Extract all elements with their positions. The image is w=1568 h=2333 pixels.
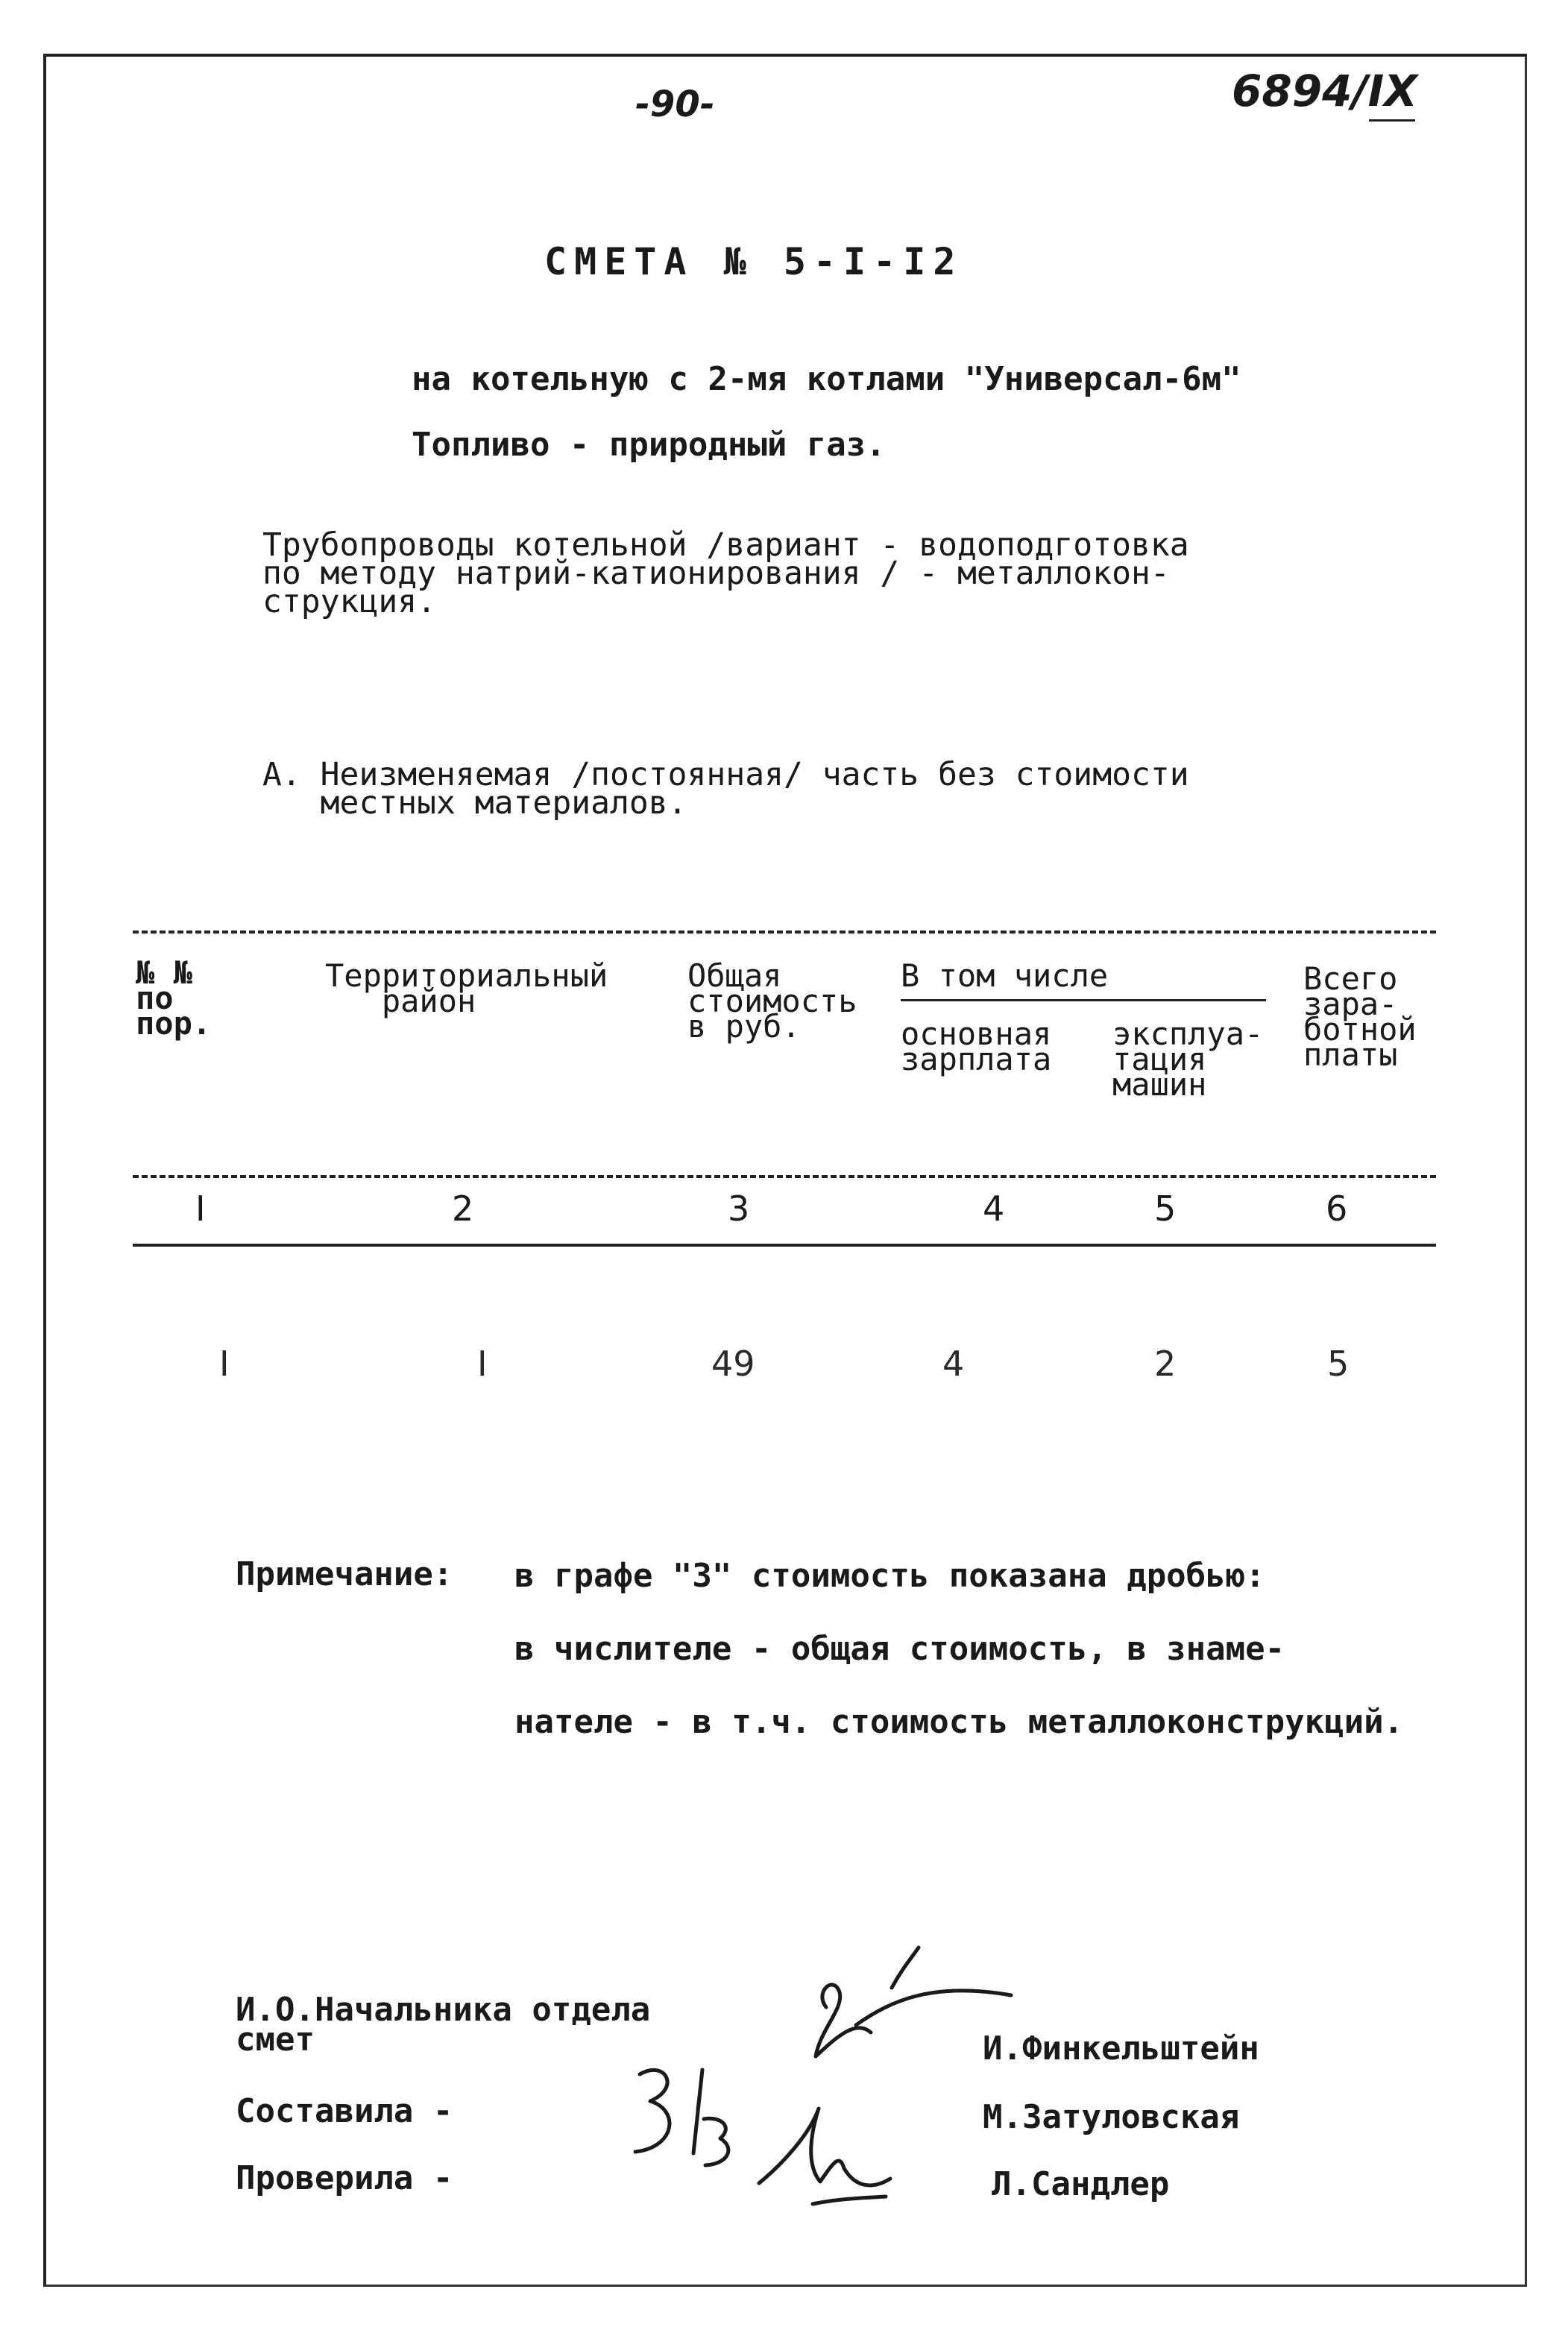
signatory-name-checked: Л.Сандлер: [992, 2165, 1170, 2203]
signatory-role-checked: Проверила -: [236, 2159, 453, 2197]
signature-head: [816, 1948, 1011, 2056]
cell-machine-operation: 2: [1154, 1344, 1177, 1384]
column-number-6: 6: [1326, 1188, 1348, 1229]
estimate-title: СМЕТА № 5-I-I2: [544, 240, 963, 283]
section-heading: А. Неизменяемая /постоянная/ часть без стоимости местных материалов.: [262, 756, 1189, 822]
cell-total-cost: 49: [711, 1344, 755, 1384]
column-number-2: 2: [452, 1188, 474, 1229]
header-total-wages: Всего зара- ботной платы: [1303, 960, 1417, 1073]
column-number-5: 5: [1154, 1188, 1177, 1229]
column-number-3: 3: [728, 1188, 750, 1229]
page-number: -90-: [635, 84, 715, 125]
header-territorial-district: Территориальный район: [325, 957, 608, 1019]
notes-label: Примечание:: [236, 1555, 453, 1593]
signatory-role-head: И.О.Начальника отдела смет: [236, 1991, 651, 2059]
column-number-4: 4: [983, 1188, 1005, 1229]
cell-base-wages: 4: [942, 1344, 965, 1384]
header-base-wages: основная зарплата: [901, 1016, 1052, 1077]
note-line-2: в числителе - общая стоимость, в знаме-: [514, 1630, 1285, 1668]
cell-total-wages: 5: [1327, 1344, 1350, 1384]
note-line-1: в графе "3" стоимость показана дробью:: [514, 1557, 1265, 1595]
header-total-cost: Общая стоимость в руб.: [687, 957, 857, 1045]
signature-compiled: [635, 2070, 728, 2165]
description: Трубопроводы котельной /вариант - водоподготовка по методу натрий-катионирования / - металлокон- струкция.: [262, 526, 1189, 620]
header-number: № № по пор.: [136, 954, 212, 1042]
cell-district: I: [477, 1344, 488, 1384]
signatory-name-compiled: М.Затуловская: [983, 2098, 1240, 2136]
signature-checked: [759, 2109, 890, 2204]
header-machine-operation: эксплуа- тация машин: [1112, 1016, 1264, 1103]
note-line-3: нателе - в т.ч. стоимость металлоконструкций.: [514, 1703, 1404, 1741]
subtitle-boiler: на котельную с 2-мя котлами "Универсал-6м": [412, 360, 1241, 398]
subtitle-fuel: Топливо - природный газ.: [412, 426, 886, 464]
header-including: В том числе: [901, 957, 1109, 994]
cell-number: I: [219, 1344, 230, 1384]
column-number-1: I: [195, 1188, 206, 1229]
signatory-name-head: И.Финкельштейн: [983, 2030, 1259, 2068]
signatory-role-compiled: Составила -: [236, 2092, 453, 2130]
document-code: 6894/IX: [1232, 66, 1417, 116]
